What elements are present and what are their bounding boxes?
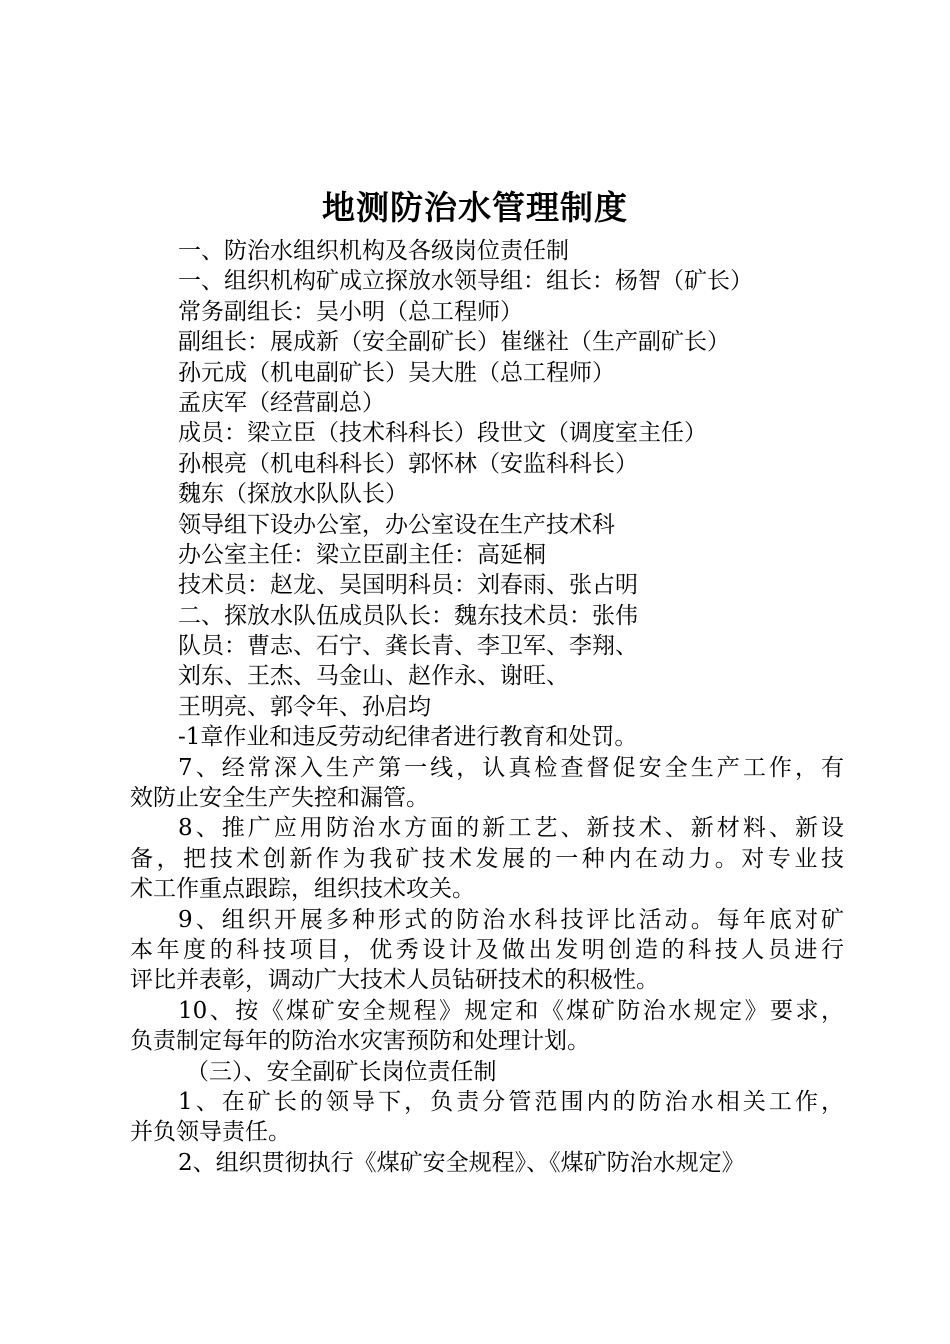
paragraph-line: 本年度的科技项目，优秀设计及做出发明创造的科技人员进行 bbox=[130, 936, 844, 963]
paragraph-line: 负责制定每年的防治水灾害预防和处理计划。 bbox=[130, 1028, 590, 1055]
document-body bbox=[130, 236, 844, 1178]
paragraph-line: 二、探放水队伍成员队长：魏东技术员：张伟 bbox=[178, 602, 638, 629]
paragraph-line: 评比并表彰，调动广大技术人员钻研技术的积极性。 bbox=[130, 967, 659, 994]
paragraph-line: 9、组织开展多种形式的防治水科技评比活动。每年底对矿 bbox=[178, 906, 844, 933]
paragraph-line: -1章作业和违反劳动纪律者进行教育和处罚。 bbox=[178, 724, 638, 751]
paragraph-line: 孙根亮（机电科科长）郭怀林（安监科科长） bbox=[178, 450, 638, 477]
paragraph-line: 并负领导责任。 bbox=[130, 1119, 291, 1146]
paragraph-line: 7、经常深入生产第一线，认真检查督促安全生产工作，有 bbox=[178, 754, 844, 781]
paragraph-line: 王明亮、郭令年、孙启均 bbox=[178, 693, 431, 720]
paragraph-line: 一、组织机构矿成立探放水领导组：组长：杨智（矿长） bbox=[178, 268, 753, 295]
paragraph-line: 队员：曹志、石宁、龚长青、李卫军、李翔、 bbox=[178, 633, 638, 660]
paragraph-line: 领导组下设办公室，办公室设在生产技术科 bbox=[178, 511, 615, 538]
section-heading: 一、防治水组织机构及各级岗位责任制 bbox=[178, 238, 569, 264]
paragraph-line: 常务副组长：吴小明（总工程师） bbox=[178, 298, 523, 325]
paragraph-line: 副组长：展成新（安全副矿长）崔继社（生产副矿长） bbox=[178, 329, 730, 356]
paragraph-line: 8、推广应用防治水方面的新工艺、新技术、新材料、新设 bbox=[178, 815, 844, 842]
paragraph-line: 孟庆军（经营副总） bbox=[178, 389, 385, 416]
paragraph-line: 办公室主任：梁立臣副主任：高延桐 bbox=[178, 541, 546, 568]
paragraph-line: 效防止安全生产失控和漏管。 bbox=[130, 785, 429, 812]
paragraph-line: 刘东、王杰、马金山、赵作永、谢旺、 bbox=[178, 663, 569, 690]
document-title: 地测防治水管理制度 bbox=[322, 188, 628, 227]
paragraph-line: 术工作重点跟踪，组织技术攻关。 bbox=[130, 876, 475, 903]
paragraph-line: 技术员：赵龙、吴国明科员：刘春雨、张占明 bbox=[178, 572, 638, 599]
section-heading: （三）、安全副矿长岗位责任制 bbox=[186, 1058, 497, 1085]
paragraph-line: 10、按《煤矿安全规程》规定和《煤矿防治水规定》要求， bbox=[178, 997, 844, 1024]
paragraph-line: 孙元成（机电副矿长）吴大胜（总工程师） bbox=[178, 359, 615, 386]
paragraph-line: 魏东（探放水队队长） bbox=[178, 481, 408, 508]
paragraph-line: 成员：梁立臣（技术科科长）段世文（调度室主任） bbox=[178, 420, 707, 447]
paragraph-line: 1、在矿长的领导下，负责分管范围内的防治水相关工作， bbox=[178, 1088, 844, 1115]
paragraph-line: 备，把技术创新作为我矿技术发展的一种内在动力。对专业技 bbox=[130, 845, 844, 872]
paragraph-line: 2、组织贯彻执行《煤矿安全规程》、《煤矿防治水规定》 bbox=[178, 1149, 745, 1176]
